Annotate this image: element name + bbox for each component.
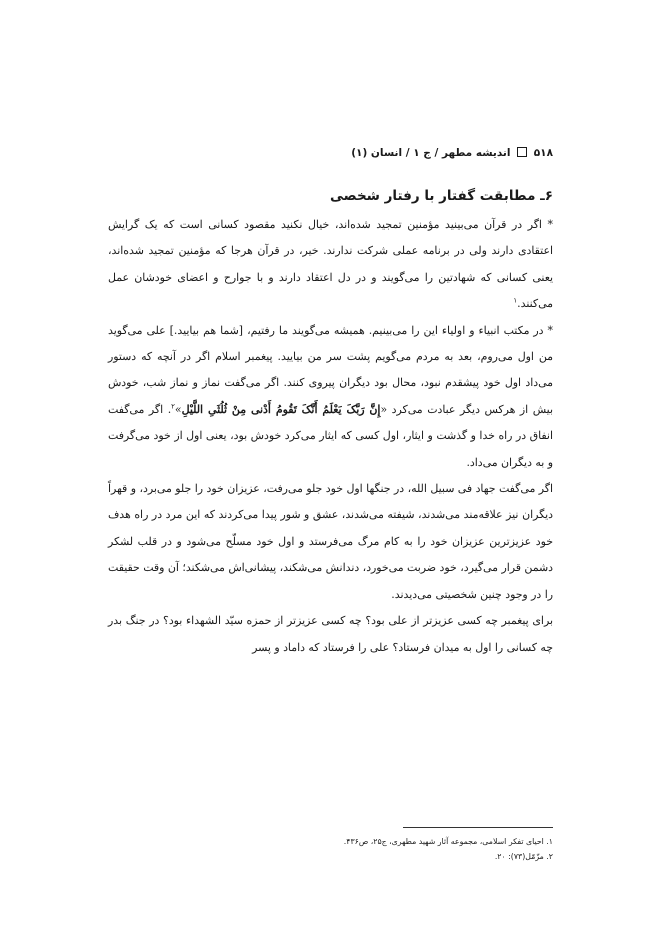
paragraph-4: برای پیغمبر چه کسی عزیزتر از علی بود؟ چه کسی عزیزتر از حمزه سیّد الشهداء بود؟ در جنگ بدر چه کسانی را اول به میدان فرستاد؟ علی را فرستاد که داماد و پسر bbox=[108, 614, 553, 654]
paragraph-2 bbox=[108, 318, 553, 476]
page-number: ۵۱۸ bbox=[533, 147, 553, 159]
footnote-1: ۱. احیای تفکر اسلامی، مجموعه آثار شهید مطهری، ج۲۵، ص۴۳۶. bbox=[343, 837, 553, 846]
paragraph-2-text-c: . اگر می‌گفت انفاق در راه خدا و گذشت و ایثار، اول کسی که ایثار می‌کرد خودش بود، یعنی اول از خود می‌گرفت و به دیگران می‌داد. bbox=[108, 402, 553, 469]
footnote-ref-1: ۱ bbox=[513, 296, 518, 305]
square-ornament-icon bbox=[517, 147, 527, 157]
paragraph-2-text-b: » bbox=[174, 402, 182, 416]
paragraph-3: اگر می‌گفت جهاد فی سبیل الله، در جنگها اول خود جلو می‌رفت، عزیزان خود را جلو می‌برد، و قهراً دیگران نیز علاقه‌مند می‌شدند، شیفته می‌شدند، عشق و شور پیدا می‌کردند که این مرد در راه هدف خود عزیزترین عزیزان خود را به کام مرگ می‌فرستد و اول خود مسلّح می‌شود و در قلب لشکر دشمن قرار می‌گیرد، خود ضربت می‌خورد، دندانش می‌شکند، پیشانی‌اش می‌شکند؛ آن وقت حقیقت را در وجود چنین شخصیتی می‌دیدند. bbox=[108, 482, 553, 601]
quran-verse: إِنَّ رَبَّکَ یَعْلَمُ أَنَّکَ تَقُومُ أَدْنی مِنْ ثُلُثَیِ اللَّیْلِ bbox=[181, 402, 381, 416]
footnote-2: ۲. مزّمّل(۷۳): ۲۰. bbox=[494, 852, 553, 861]
running-header bbox=[103, 147, 553, 159]
section-heading: ۶ـ مطابقت گفتار با رفتار شخصی bbox=[329, 188, 553, 204]
body-text bbox=[108, 212, 553, 661]
paragraph-1 bbox=[108, 212, 553, 318]
book-info: اندیشه مطهر / ج ۱ / انسان (۱) bbox=[351, 147, 511, 159]
footnote-divider bbox=[403, 827, 553, 828]
paragraph-1-text: * اگر در قرآن می‌بینید مؤمنین تمجید شده‌اند، خیال نکنید مقصود کسانی است که یک گرایش اعتقادی دارند ولی در برنامه عملی شرکت ندارند. خیر، در قرآن هرجا که مؤمنین تمجید شده‌اند، یعنی کسانی که شهادتین را می‌گویند و در دل اعتقاد دارند و با جوارح و اعضای خودشان عمل می‌کنند. bbox=[108, 218, 553, 311]
footnotes bbox=[108, 834, 553, 864]
footnote-ref-2: ۲ bbox=[171, 402, 175, 411]
paragraph-2-text-a: * در مکتب انبیاء و اولیاء این را می‌بینیم. همیشه می‌گویند ما رفتیم، [شما هم بیایید.] علی می‌گوید من اول می‌روم، بعد به مردم می‌گویم پشت سر من بیایید. پیغمبر اسلام اگر در آنچه که دستور می‌داد اول خود پیشقدم نبود، محال بود دیگران پیروی کنند. اگر می‌گفت نماز و نماز شب، خودش بیش از هرکس دیگر عبادت می‌کرد « bbox=[108, 323, 553, 416]
